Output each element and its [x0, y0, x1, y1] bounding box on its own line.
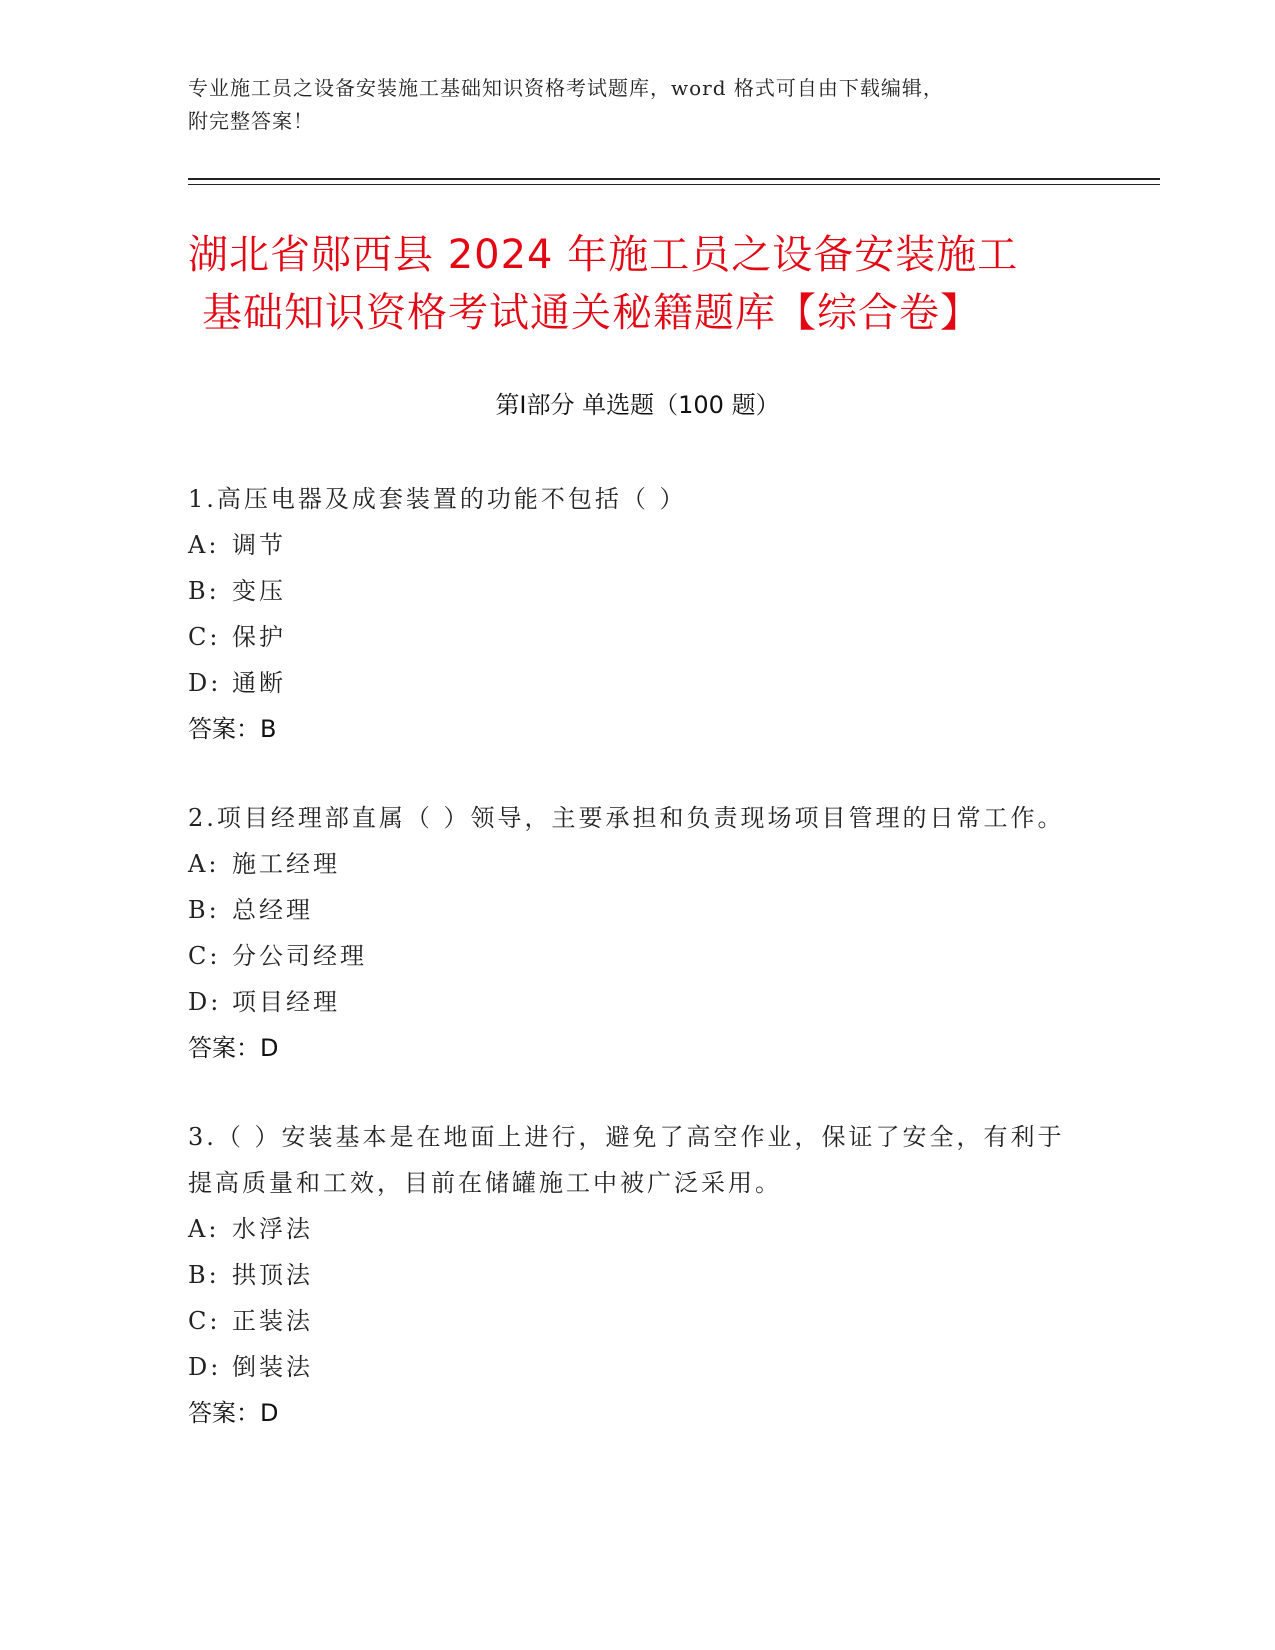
question-stem: 2.项目经理部直属（ ）领导，主要承担和负责现场项目管理的日常工作。	[188, 804, 1065, 832]
question-3	[188, 1114, 1088, 1436]
option-text: 正装法	[232, 1307, 313, 1335]
option-text: 变压	[232, 577, 286, 605]
header-note-line-2: 附完整答案！	[188, 109, 314, 133]
question-stem: 1.高压电器及成套装置的功能不包括（ ）	[188, 485, 687, 513]
option-letter: C:	[188, 1307, 221, 1335]
option-text: 施工经理	[232, 850, 340, 878]
option-letter: C:	[188, 623, 221, 651]
header-note-line-1: 专业施工员之设备安装施工基础知识资格考试题库，word 格式可自由下载编辑，	[188, 76, 944, 100]
document-title	[188, 226, 1108, 342]
option-text: 总经理	[232, 896, 313, 924]
option-d	[188, 1344, 1088, 1390]
option-letter: A:	[188, 531, 220, 559]
section-heading: 第Ⅰ部分 单选题（100 题）	[495, 391, 780, 419]
answer: 答案：D	[188, 1034, 279, 1062]
option-a	[188, 1206, 1088, 1252]
answer: 答案：B	[188, 715, 277, 743]
header-note	[188, 72, 1088, 138]
option-c	[188, 1298, 1088, 1344]
option-letter: B:	[188, 1261, 220, 1289]
header-divider-thick	[188, 178, 1160, 180]
question-2	[188, 795, 1088, 1071]
option-text: 保护	[232, 623, 286, 651]
question-list	[188, 476, 1088, 1479]
option-text: 通断	[232, 669, 286, 697]
option-text: 倒装法	[232, 1353, 313, 1381]
option-c	[188, 614, 1088, 660]
option-a	[188, 522, 1088, 568]
option-text: 项目经理	[232, 988, 340, 1016]
option-b	[188, 887, 1088, 933]
option-letter: B:	[188, 577, 220, 605]
answer: 答案：D	[188, 1399, 279, 1427]
document-title-line-2: 基础知识资格考试通关秘籍题库【综合卷】	[202, 290, 981, 336]
option-letter: B:	[188, 896, 220, 924]
question-1	[188, 476, 1088, 752]
option-letter: C:	[188, 942, 221, 970]
option-letter: D:	[188, 988, 222, 1016]
option-letter: A:	[188, 1215, 220, 1243]
option-a	[188, 841, 1088, 887]
option-text: 水浮法	[232, 1215, 313, 1243]
option-c	[188, 933, 1088, 979]
option-letter: D:	[188, 1353, 222, 1381]
option-text: 调节	[232, 531, 286, 559]
option-letter: A:	[188, 850, 220, 878]
header-divider-thin	[188, 184, 1160, 185]
option-text: 拱顶法	[232, 1261, 313, 1289]
question-stem: 3.（ ）安装基本是在地面上进行，避免了高空作业，保证了安全，有利于提高质量和工效，目前在储罐施工中被广泛采用。	[188, 1123, 1065, 1197]
option-text: 分公司经理	[232, 942, 367, 970]
option-letter: D:	[188, 669, 222, 697]
option-d	[188, 979, 1088, 1025]
option-b	[188, 568, 1088, 614]
document-title-line-1: 湖北省郧西县 2024 年施工员之设备安装施工	[188, 232, 1019, 278]
option-d	[188, 660, 1088, 706]
option-b	[188, 1252, 1088, 1298]
